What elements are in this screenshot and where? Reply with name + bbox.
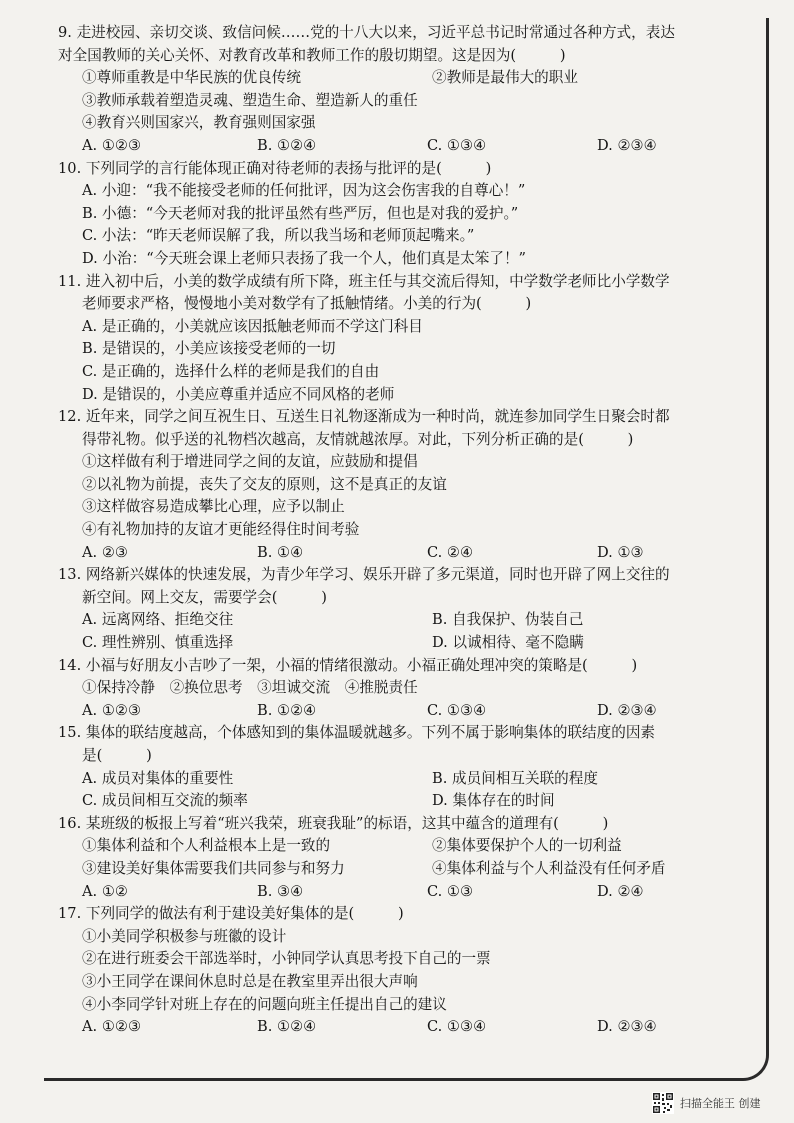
option-b[interactable]: B. 自我保护、伪装自己: [432, 611, 584, 629]
option-a[interactable]: A. 是正确的，小美就应该因抵触老师而不学这门科目: [82, 317, 423, 335]
option-c[interactable]: C. 是正确的，选择什么样的老师是我们的自由: [82, 362, 380, 380]
question-10: [58, 158, 758, 271]
option-b[interactable]: B. ①②④: [257, 1018, 317, 1036]
option-d[interactable]: D. 以诚相待、毫不隐瞒: [432, 634, 584, 652]
question-stem: 17. 下列同学的做法有利于建设美好集体的是( ): [58, 905, 404, 923]
question-stem: 11. 进入初中后，小美的数学成绩有所下降，班主任与其交流后得知，中学数学老师比小学数学: [58, 272, 670, 290]
question-stem: 得带礼物。似乎送的礼物档次越高，友情就越浓厚。对此，下列分析正确的是( ): [82, 430, 634, 448]
question-stem: 14. 小福与好朋友小吉吵了一架，小福的情绪很激动。小福正确处理冲突的策略是( ): [58, 656, 638, 674]
question-9: [58, 22, 758, 158]
question-12: [58, 406, 758, 564]
option-d[interactable]: D. 小治：“今天班会课上老师只表扬了我一个人，他们真是太笨了！”: [82, 249, 527, 267]
option-c[interactable]: C. 小法：“昨天老师误解了我，所以我当场和老师顶起嘴来。”: [82, 227, 475, 245]
option-a[interactable]: A. ②③: [82, 543, 128, 561]
statement: ①这样做有利于增进同学之间的友谊，应鼓励和提倡: [82, 453, 418, 471]
option-b[interactable]: B. ①④: [257, 543, 304, 561]
statement: ②教师是最伟大的职业: [432, 69, 578, 87]
question-16: [58, 813, 758, 903]
question-stem: 老师要求严格，慢慢地小美对数学有了抵触情绪。小美的行为( ): [82, 295, 532, 313]
statement: ④有礼物加持的友谊才更能经得住时间考验: [82, 521, 360, 539]
statement: ①集体利益和个人利益根本上是一致的: [82, 837, 331, 855]
statement: ②集体要保护个人的一切利益: [432, 837, 622, 855]
statement: ③这样做容易造成攀比心理，应予以制止: [82, 498, 345, 516]
watermark-text: 扫描全能王 创建: [680, 1097, 761, 1110]
option-d[interactable]: D. ②③④: [597, 136, 657, 154]
option-d[interactable]: D. ②③④: [597, 1018, 657, 1036]
option-a[interactable]: A. 小迎：“我不能接受老师的任何批评，因为这会伤害我的自尊心！”: [82, 182, 526, 200]
question-11: [58, 271, 758, 407]
option-c[interactable]: C. ①③④: [427, 136, 487, 154]
option-a[interactable]: A. ①②③: [82, 701, 142, 719]
option-d[interactable]: D. ②④: [597, 882, 644, 900]
statement: ③小王同学在课间休息时总是在教室里弄出很大声响: [82, 972, 418, 990]
option-b[interactable]: B. ①②④: [257, 136, 317, 154]
question-14: [58, 655, 758, 723]
option-a[interactable]: A. 远离网络、拒绝交往: [82, 611, 234, 629]
statement: ②以礼物为前提，丧失了交友的原则，这不是真正的友谊: [82, 475, 447, 493]
statement: ④小李同学针对班上存在的问题向班主任提出自己的建议: [82, 995, 447, 1013]
option-c[interactable]: C. ①③④: [427, 701, 487, 719]
option-d[interactable]: D. ②③④: [597, 701, 657, 719]
option-d[interactable]: D. 集体存在的时间: [432, 792, 555, 810]
option-c[interactable]: C. 理性辨别、慎重选择: [82, 634, 234, 652]
question-stem: 13. 网络新兴媒体的快速发展，为青少年学习、娱乐开辟了多元渠道，同时也开辟了网上交往的: [58, 566, 670, 584]
option-c[interactable]: C. 成员间相互交流的频率: [82, 792, 248, 810]
scanner-watermark: [652, 1092, 761, 1114]
statement: ②在进行班委会干部选举时，小钟同学认真思考投下自己的一票: [82, 950, 491, 968]
option-a[interactable]: A. 成员对集体的重要性: [82, 769, 234, 787]
question-stem: 15. 集体的联结度越高，个体感知到的集体温暖就越多。下列不属于影响集体的联结度的因素: [58, 724, 656, 742]
option-a[interactable]: A. ①②: [82, 882, 128, 900]
option-d[interactable]: D. 是错误的，小美应尊重并适应不同风格的老师: [82, 385, 395, 403]
question-stem: 16. 某班级的板报上写着“班兴我荣，班衰我耻”的标语，这其中蕴含的道理有( ): [58, 814, 609, 832]
option-c[interactable]: C. ①③④: [427, 1018, 487, 1036]
question-15: [58, 722, 758, 812]
statement: ④集体利益与个人利益没有任何矛盾: [432, 859, 666, 877]
statement: ③教师承载着塑造灵魂、塑造生命、塑造新人的重任: [82, 91, 418, 109]
statement: ③建设美好集体需要我们共同参与和努力: [82, 859, 345, 877]
option-b[interactable]: B. ③④: [257, 882, 304, 900]
option-b[interactable]: B. ①②④: [257, 701, 317, 719]
qr-code-icon: [652, 1092, 674, 1114]
question-17: [58, 903, 758, 1039]
option-d[interactable]: D. ①③: [597, 543, 644, 561]
option-a[interactable]: A. ①②③: [82, 1018, 142, 1036]
question-stem: 9. 走进校园、亲切交谈、致信问候……党的十八大以来，习近平总书记时常通过各种方式，表达: [58, 24, 675, 41]
statement: ①保持冷静 ②换位思考 ③坦诚交流 ④推脱责任: [82, 679, 418, 697]
option-a[interactable]: A. ①②③: [82, 136, 142, 154]
option-b[interactable]: B. 小德：“今天老师对我的批评虽然有些严厉，但也是对我的爱护。”: [82, 204, 519, 222]
question-stem: 新空间。网上交友，需要学会( ): [82, 588, 327, 606]
statement: ④教育兴则国家兴，教育强则国家强: [82, 114, 316, 132]
option-b[interactable]: B. 成员间相互关联的程度: [432, 769, 598, 787]
option-c[interactable]: C. ①③: [427, 882, 474, 900]
option-c[interactable]: C. ②④: [427, 543, 474, 561]
question-list: [58, 22, 758, 1039]
question-13: [58, 564, 758, 654]
statement: ①尊师重教是中华民族的优良传统: [82, 69, 301, 87]
statement: ①小美同学积极参与班徽的设计: [82, 927, 287, 945]
question-stem: 12. 近年来，同学之间互祝生日、互送生日礼物逐渐成为一种时尚，就连参加同学生日聚会时都: [58, 408, 670, 426]
question-stem: 10. 下列同学的言行能体现正确对待老师的表扬与批评的是( ): [58, 159, 492, 177]
question-stem: 是( ): [82, 747, 152, 764]
question-stem: 对全国教师的关心关怀、对教育改革和教师工作的殷切期望。这是因为( ): [58, 46, 566, 64]
option-b[interactable]: B. 是错误的，小美应该接受老师的一切: [82, 340, 336, 358]
